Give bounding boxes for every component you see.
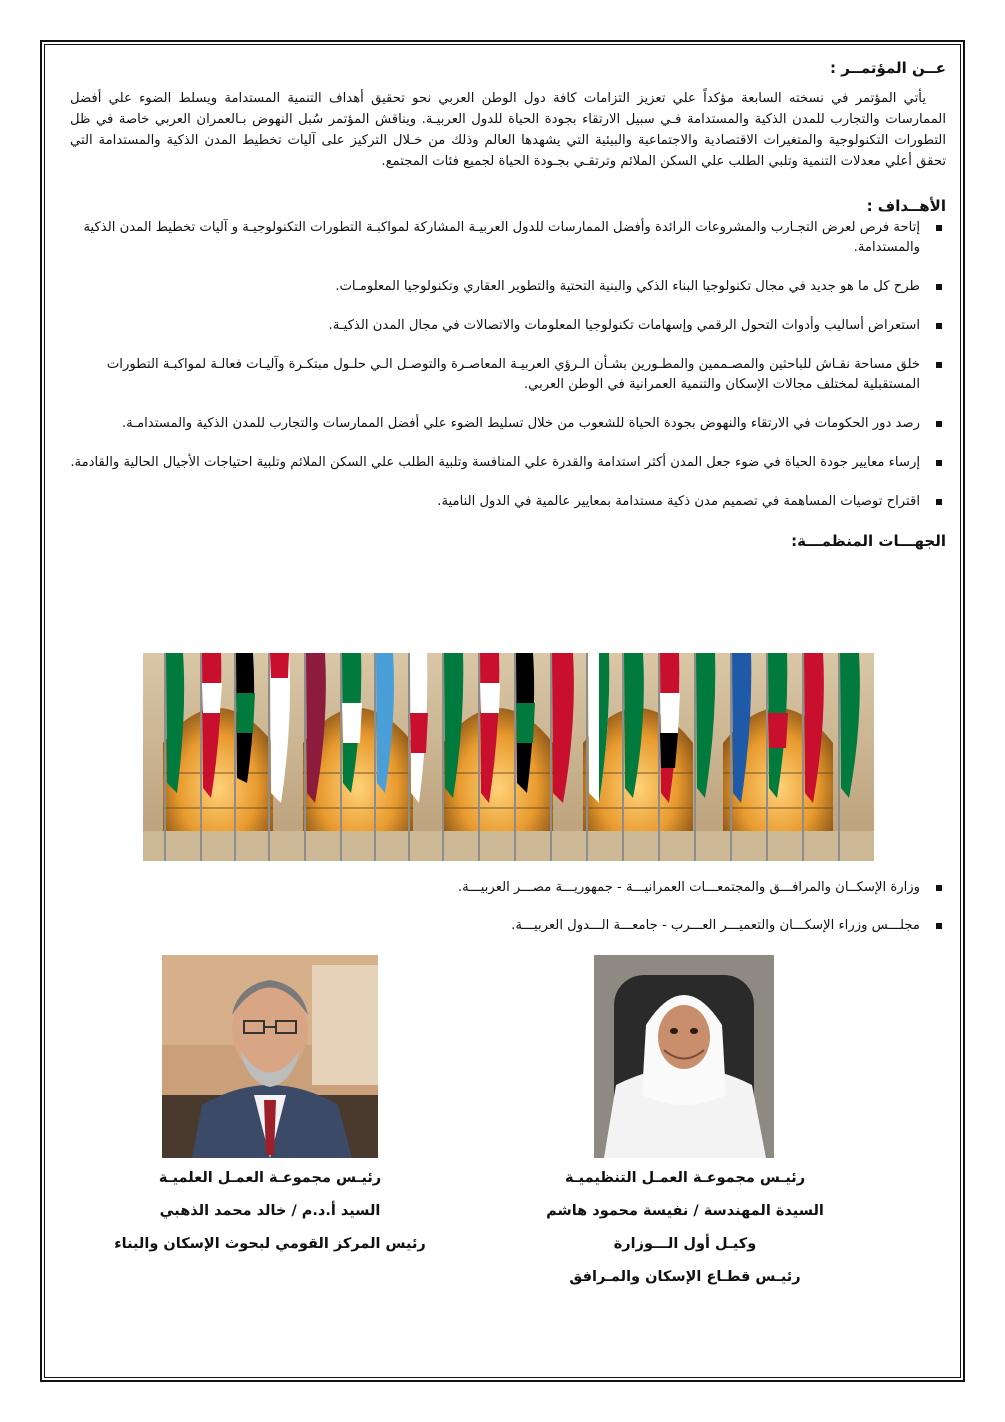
bullet-square-icon [936, 421, 942, 427]
organizers-heading-text: الجهـــات المنظمـــة [797, 532, 946, 550]
right-caption-sector: رئيـس قطـاع الإسكان والمـرافق [569, 1269, 801, 1285]
flags-illustration [143, 653, 874, 861]
left-caption-title: رئيـس مجموعـة العمـل العلميـة [158, 1170, 382, 1186]
portrait-photo-man [162, 955, 378, 1158]
goal-item-text: خلق مساحة نقـاش للباحثين والمصـممين والمطـورين بشـأن الـرؤي العربيـة المعاصـرة والتوصـل الـي حلـول مبتكـرة وآليـات فعالـة لمواكبـة التطورات المستقبلية لمختلف مجالات الإسكان والتنمية العمرانية في الوطن العربي. [106, 357, 920, 392]
goal-item-text: اقتراح توصيات المساهمة في تصميم مدن ذكية مستدامة بمعايير عالمية في الدول النامية. [437, 494, 920, 509]
about-paragraph [70, 88, 946, 172]
bullet-square-icon [936, 284, 942, 290]
goal-item-text: إتاحة فرص لعرض التجـارب والمشروعات الرائدة وأفضل الممارسات للدول العربيـة المشاركة لمواكبـة التطورات التكنولوجيـة و آليات تخطيط المدن الذكية والمستدامة. [83, 220, 920, 255]
portrait-photo-woman [594, 955, 774, 1158]
goal-item [70, 316, 946, 336]
goal-item [70, 453, 946, 473]
goal-item-text: إرساء معايير جودة الحياة في ضوء جعل المدن أكثر استدامة والقدرة علي المنافسة وتلبية الطلب علي السكن الملائم وتلبية احتياجات الأجيال الحالية والقادمة. [70, 455, 920, 470]
goal-item [70, 492, 946, 512]
right-caption-position: وكيـل أول الـــوزارة [613, 1236, 757, 1252]
portrait-woman-illustration [594, 955, 774, 1158]
bullet-square-icon [936, 323, 942, 329]
bullet-square-icon [936, 362, 942, 368]
about-paragraph-text: يأتي المؤتمر في نسخته السابعة مؤكداً علي تعزيز التزامات كافة دول الوطن العربي نحو تحقيق أهداف التنمية المستدامة ويسلط الضوء علي أفضل الممارسات والتجارب للمدن الذكية والمستدامة فـي سبيل الارتقاء بجودة الحياة للدول العربيـة. ويناقش المؤتمر سُبل النهوض بـالعمران العربي خاصة في ظل التطورات التكنولوجية والمتغيرات الاقتصادية والاجتماعية والبيئية التي يشهدها العالم وذلك من خـلال التركيز على آليات تخطيط المدن الذكية والمستدامة التي تحقق أعلي معدلات التنمية وتلبي الطلب علي السكن الملائم وترتقـي بجـودة الحياة لجميع فئات المجتمع. [70, 91, 946, 169]
left-caption-position: رئيس المركز القومي لبحوث الإسكان والبناء [114, 1236, 426, 1252]
goals-heading-colon: : [866, 197, 873, 215]
bullet-square-icon [936, 923, 942, 929]
goal-item-text: طرح كل ما هو جديد في مجال تكنولوجيا البناء الذكي والبنية التحتية والتطوير العقاري وتكنولوجيا المعلومـات. [335, 279, 920, 294]
bullet-square-icon [936, 499, 942, 505]
organizer-item-text: مجلـــس وزراء الإسكـــان والتعميـــر العـــرب - جامعـــة الـــدول العربيـــة. [511, 918, 920, 933]
right-caption [520, 1162, 850, 1294]
left-caption-name: السيد أ.د.م / خالد محمد الذهبي [159, 1203, 381, 1219]
organizers-heading-colon: : [791, 532, 798, 550]
bullet-square-icon [936, 225, 942, 231]
goals-heading-text: الأهــداف [877, 197, 946, 215]
left-caption [110, 1162, 430, 1261]
goals-list [70, 218, 946, 512]
organizer-item [70, 916, 946, 936]
goal-item [70, 218, 946, 258]
about-heading-colon: : [830, 59, 837, 77]
organizers-list [70, 878, 946, 954]
goals-heading [70, 194, 946, 218]
right-caption-title: رئيـس مجموعـة العمـل التنظيميـة [564, 1170, 806, 1186]
portrait-man-illustration [162, 955, 378, 1158]
organizer-item-text: وزارة الإسكــان والمرافـــق والمجتمعـــات العمرانيـــة - جمهوريـــة مصـــر العربيـــة. [457, 880, 920, 895]
organizers-heading [70, 529, 946, 553]
about-heading-text: عــن المؤتمــر [841, 59, 946, 77]
organizer-item [70, 878, 946, 898]
arab-league-flags-photo [143, 653, 874, 861]
right-caption-name: السيدة المهندسة / نفيسة محمود هاشم [546, 1203, 824, 1219]
bullet-square-icon [936, 460, 942, 466]
goal-item [70, 355, 946, 395]
bullet-square-icon [936, 885, 942, 891]
about-heading [70, 56, 946, 80]
goal-item [70, 277, 946, 297]
goal-item-text: استعراض أساليب وأدوات التحول الرقمي وإسهامات تكنولوجيا المعلومات والاتصالات في مجال المدن الذكيـة. [328, 318, 920, 333]
goal-item-text: رصد دور الحكومات في الارتقاء والنهوض بجودة الحياة للشعوب من خلال تسليط الضوء علي أفضل الممارسات والتجارب للمدن الذكية والمستدامـة. [121, 416, 920, 431]
document-body [70, 52, 946, 553]
goal-item [70, 414, 946, 434]
